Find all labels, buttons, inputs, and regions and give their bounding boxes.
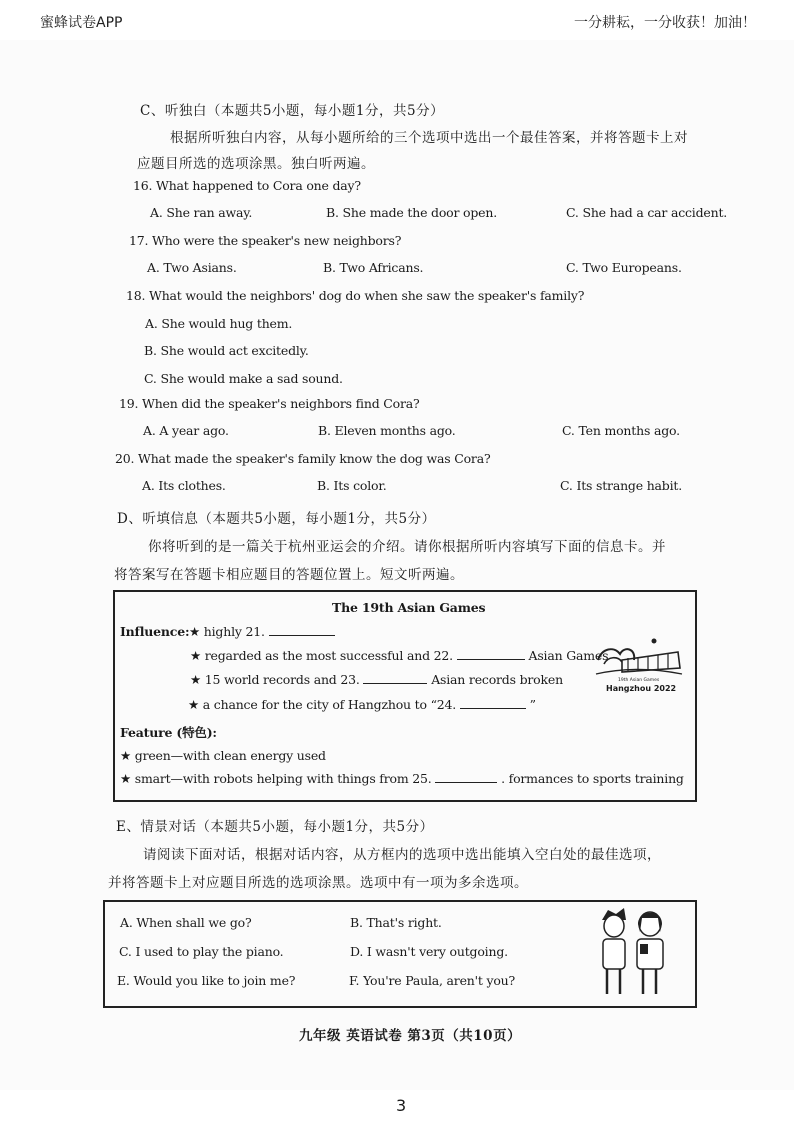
section-d-title: D、听填信息（本题共5小题，每小题1分，共5分） [117, 511, 436, 527]
option-d: D. I wasn't very outgoing. [350, 944, 508, 959]
option-a: A. When shall we go? [120, 915, 252, 930]
question-stem: 18. What would the neighbors' dog do when she saw the speaker's family? [126, 288, 585, 303]
question-stem: 16. What happened to Cora one day? [133, 178, 361, 193]
option-b: B. Eleven months ago. [318, 423, 456, 438]
item-text-after: ” [529, 697, 536, 712]
slogan: 一分耕耘，一分收获！加油！ [574, 15, 756, 31]
option-a: A. She ran away. [150, 205, 253, 220]
item-text-after: . formances to sports training [501, 771, 684, 786]
feature-item-green: ★ green—with clean energy used [120, 748, 326, 763]
option-a: A. Its clothes. [142, 478, 226, 493]
info-card-title: The 19th Asian Games [332, 600, 486, 615]
feature-item-smart [120, 771, 684, 786]
influence-item-22 [190, 648, 608, 663]
option-a: A. A year ago. [143, 423, 229, 438]
question-stem: 17. Who were the speaker's new neighbors? [129, 233, 402, 248]
option-c: C. She would make a sad sound. [144, 371, 343, 386]
section-c-instruction-2: 应题目所选的选项涂黑。独白听两遍。 [137, 156, 375, 172]
item-text: ★ 15 world records and 23. [190, 672, 360, 687]
item-text-after: Asian Games [528, 648, 609, 663]
item-text-after: Asian records broken [431, 672, 563, 687]
answer-blank-24[interactable] [460, 708, 526, 709]
section-d-instruction-2: 将答案写在答题卡相应题目的答题位置上。短文听两遍。 [114, 567, 464, 583]
answer-blank-21[interactable] [269, 635, 335, 636]
option-b: B. That's right. [350, 915, 442, 930]
page-number: 3 [396, 1096, 407, 1115]
logo-graphic [592, 638, 686, 678]
option-a: A. She would hug them. [145, 316, 293, 331]
app-name: 蜜蜂试卷APP [40, 15, 123, 31]
section-d-instruction-1: 你将听到的是一篇关于杭州亚运会的介绍。请你根据所听内容填写下面的信息卡。并 [148, 539, 666, 555]
answer-blank-22[interactable] [457, 659, 525, 660]
option-e: E. Would you like to join me? [117, 973, 296, 988]
influence-item-24 [188, 697, 536, 712]
students-illustration [594, 906, 674, 998]
question-stem: 19. When did the speaker's neighbors find Cora? [119, 396, 420, 411]
question-stem: 20. What made the speaker's family know the dog was Cora? [115, 451, 491, 466]
answer-blank-25[interactable] [435, 782, 497, 783]
section-e-title: E、情景对话（本题共5小题，每小题1分，共5分） [116, 819, 434, 835]
item-text: ★ highly 21. [189, 624, 265, 639]
item-text: ★ smart—with robots helping with things from 25. [120, 771, 432, 786]
option-b: B. She would act excitedly. [144, 343, 309, 358]
option-b: B. Its color. [317, 478, 387, 493]
option-b: B. She made the door open. [326, 205, 497, 220]
answer-blank-23[interactable] [363, 683, 427, 684]
option-c: C. She had a car accident. [566, 205, 728, 220]
section-e-instruction-2: 并将答题卡上对应题目所选的选项涂黑。选项中有一项为多余选项。 [108, 875, 528, 891]
influence-label: Influence: [120, 624, 190, 639]
section-c-instruction-1: 根据所听独白内容，从每小题所给的三个选项中选出一个最佳答案，并将答题卡上对 [170, 130, 688, 146]
item-text: ★ regarded as the most successful and 22. [190, 648, 453, 663]
option-f: F. You're Paula, aren't you? [349, 973, 515, 988]
item-text: ★ a chance for the city of Hangzhou to “24. [188, 697, 457, 712]
paper-info: 九年级 英语试卷 第3页（共10页） [299, 1028, 522, 1044]
influence-item-23 [190, 672, 563, 687]
influence-item-21 [189, 624, 335, 639]
option-b: B. Two Africans. [323, 260, 424, 275]
feature-label: Feature (特色): [120, 725, 217, 740]
logo-line-1: 19th Asian Games [618, 678, 660, 683]
section-e-instruction-1: 请阅读下面对话，根据对话内容，从方框内的选项中选出能填入空白处的最佳选项， [143, 847, 661, 863]
logo-line-2: Hangzhou 2022 [606, 684, 677, 693]
option-c: C. Its strange habit. [560, 478, 683, 493]
asian-games-logo [592, 638, 686, 694]
option-c: C. Ten months ago. [562, 423, 680, 438]
option-c: C. Two Europeans. [566, 260, 682, 275]
option-c: C. I used to play the piano. [119, 944, 284, 959]
section-c-title: C、听独白（本题共5小题，每小题1分，共5分） [140, 103, 445, 119]
option-a: A. Two Asians. [147, 260, 237, 275]
